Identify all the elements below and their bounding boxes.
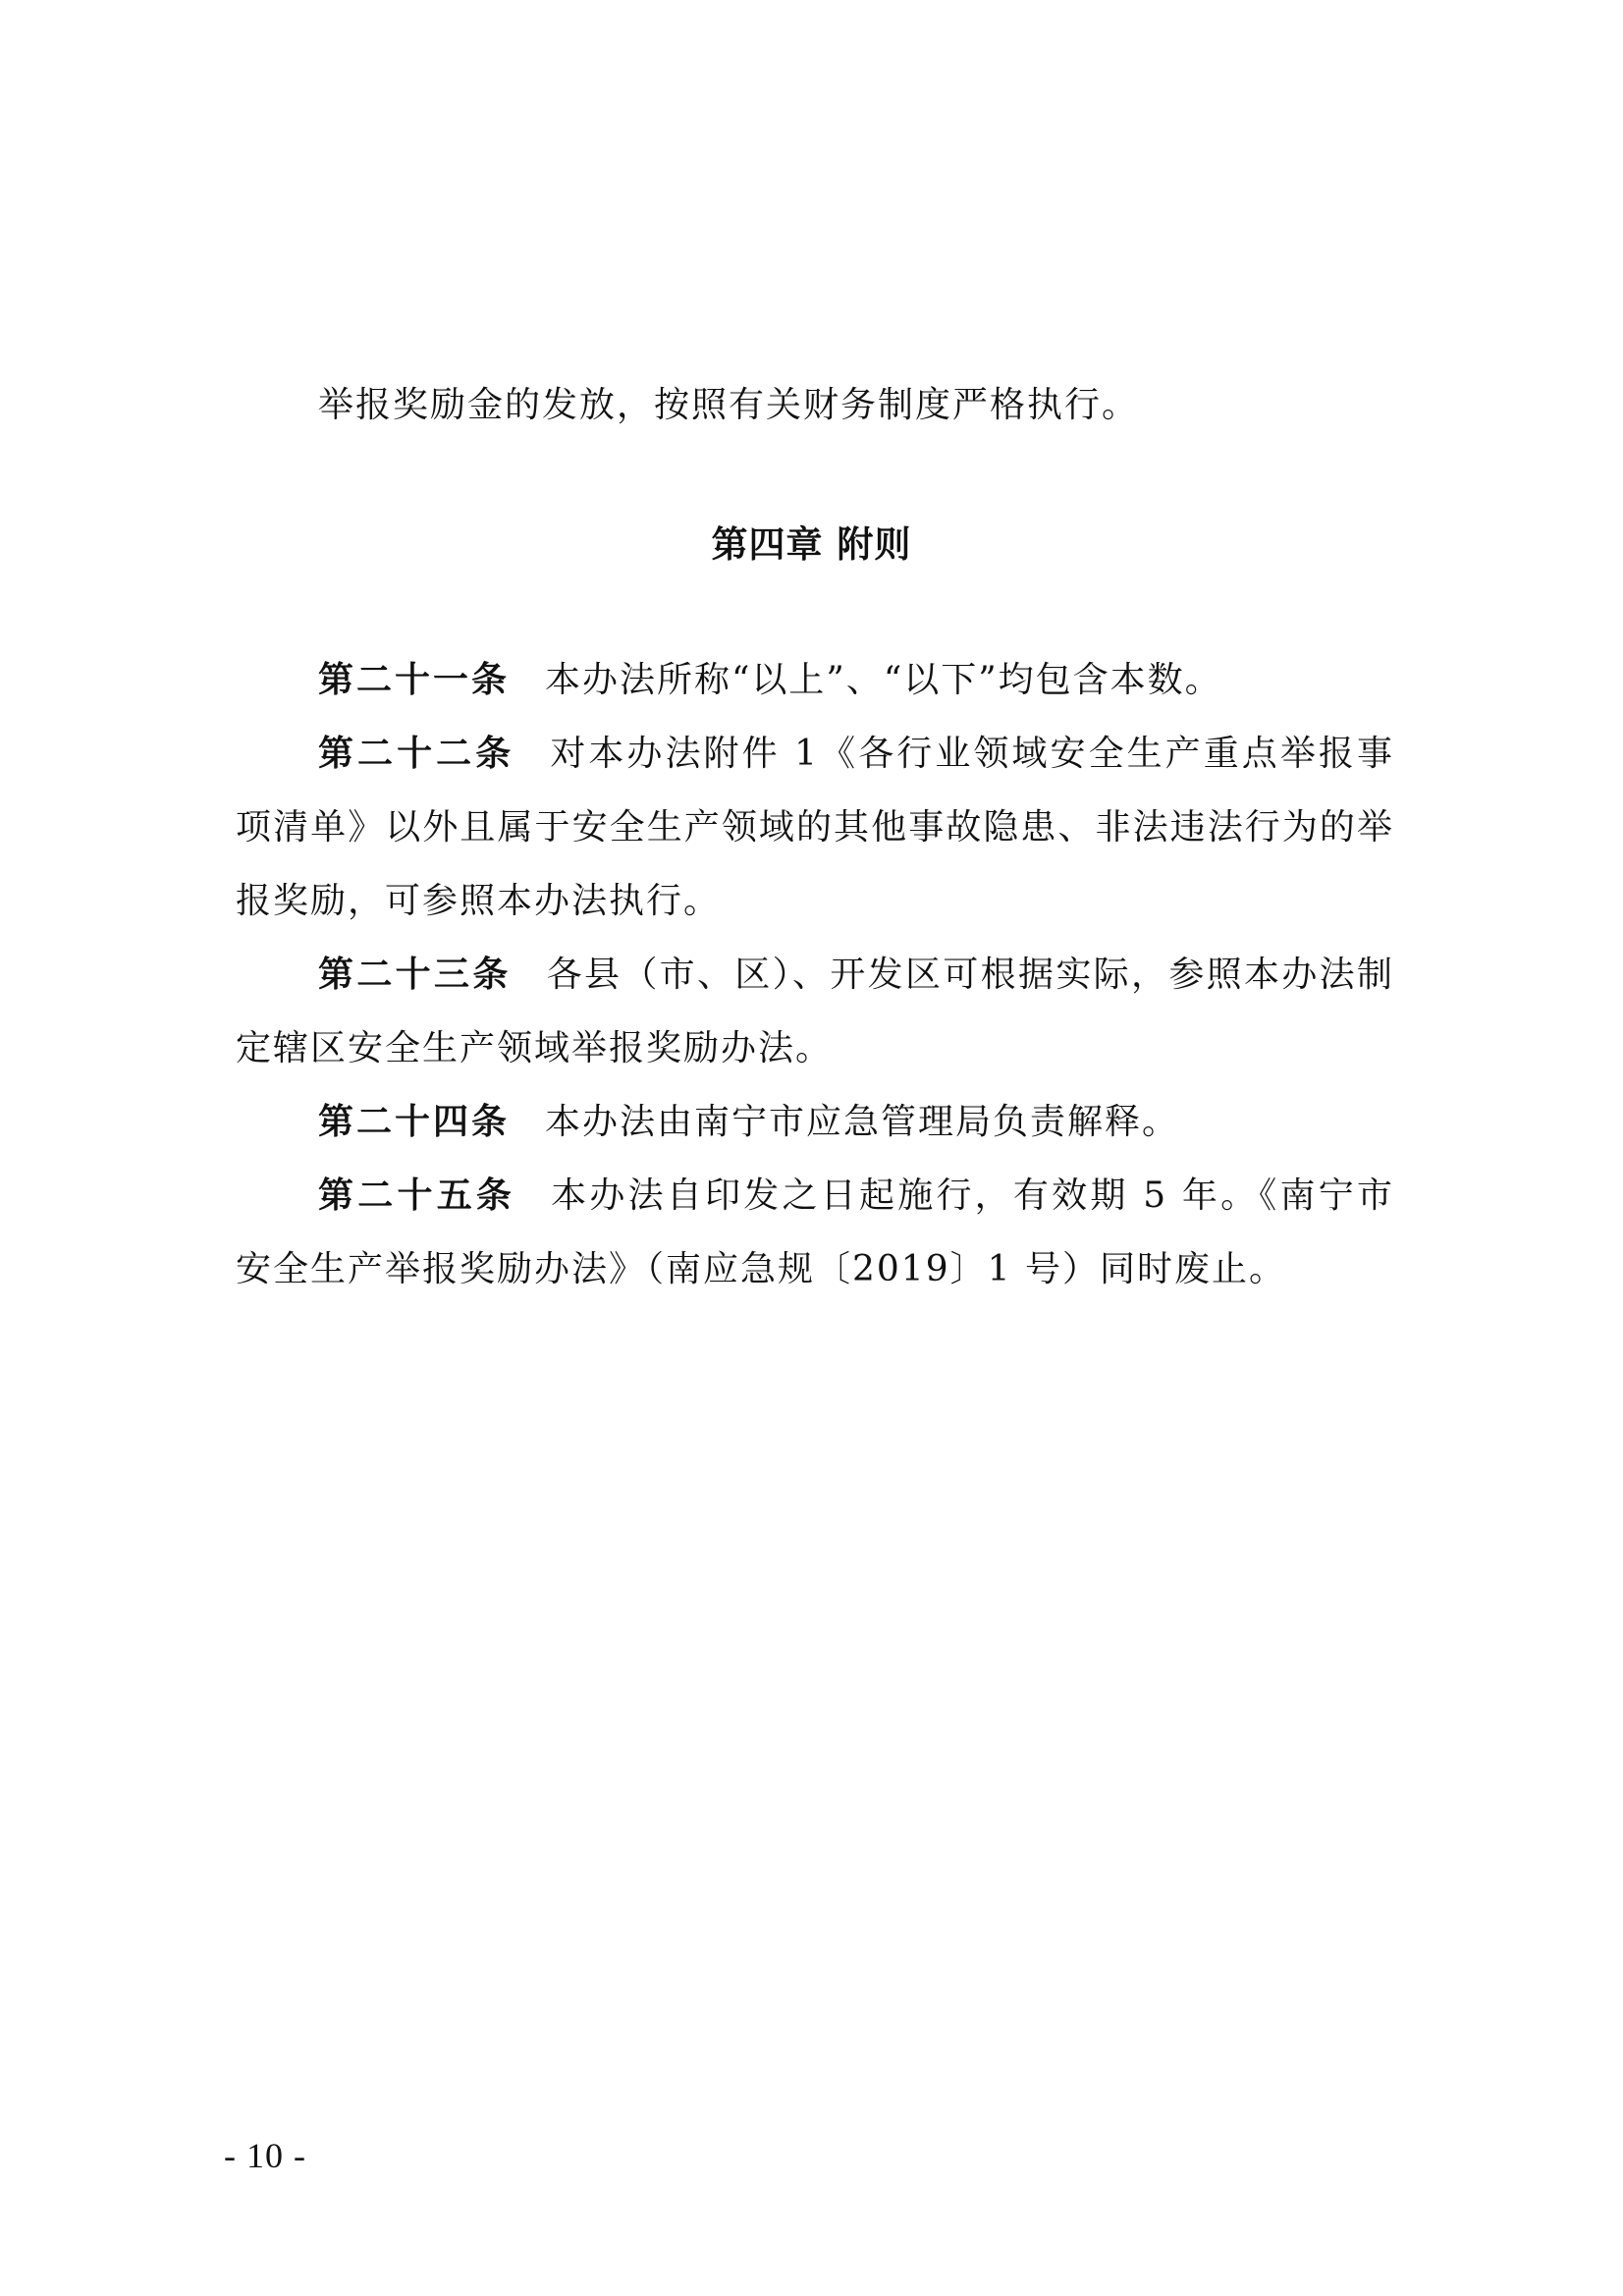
article-22: [236, 717, 1394, 938]
article-label: 第二十一条: [318, 660, 511, 700]
article-text: 本办法所称“以上”、“以下”均包含本数。: [545, 660, 1222, 700]
article-label: 第二十三条: [318, 955, 512, 995]
article-21: [236, 643, 1394, 717]
article-text: 对本办法附件 1《各行业领域安全生产重点举报事项清单》以外且属于安全生产领域的其他事故隐患、非法违法行为的举报奖励，可参照本办法执行。: [236, 734, 1394, 921]
page-number: - 10 -: [224, 2136, 306, 2175]
opening-paragraph: 举报奖励金的发放，按照有关财务制度严格执行。: [318, 385, 1140, 425]
article-25: [236, 1159, 1394, 1306]
article-24: [236, 1085, 1394, 1159]
opening-text-block: [236, 368, 1394, 442]
article-label: 第二十四条: [318, 1102, 511, 1142]
chapter-heading: 第四章 附则: [711, 523, 912, 566]
article-text: 各县（市、区）、开发区可根据实际，参照本办法制定辖区安全生产领域举报奖励办法。: [236, 955, 1394, 1068]
articles-block: [236, 643, 1394, 1306]
article-label: 第二十五条: [318, 1175, 516, 1216]
article-text: 本办法由南宁市应急管理局负责解释。: [545, 1102, 1180, 1142]
article-text: 本办法自印发之日起施行，有效期 5 年。《南宁市安全生产举报奖励办法》（南应急规〔2019〕1 号）同时废止。: [236, 1175, 1394, 1289]
article-23: [236, 938, 1394, 1085]
article-label: 第二十二条: [318, 734, 515, 774]
